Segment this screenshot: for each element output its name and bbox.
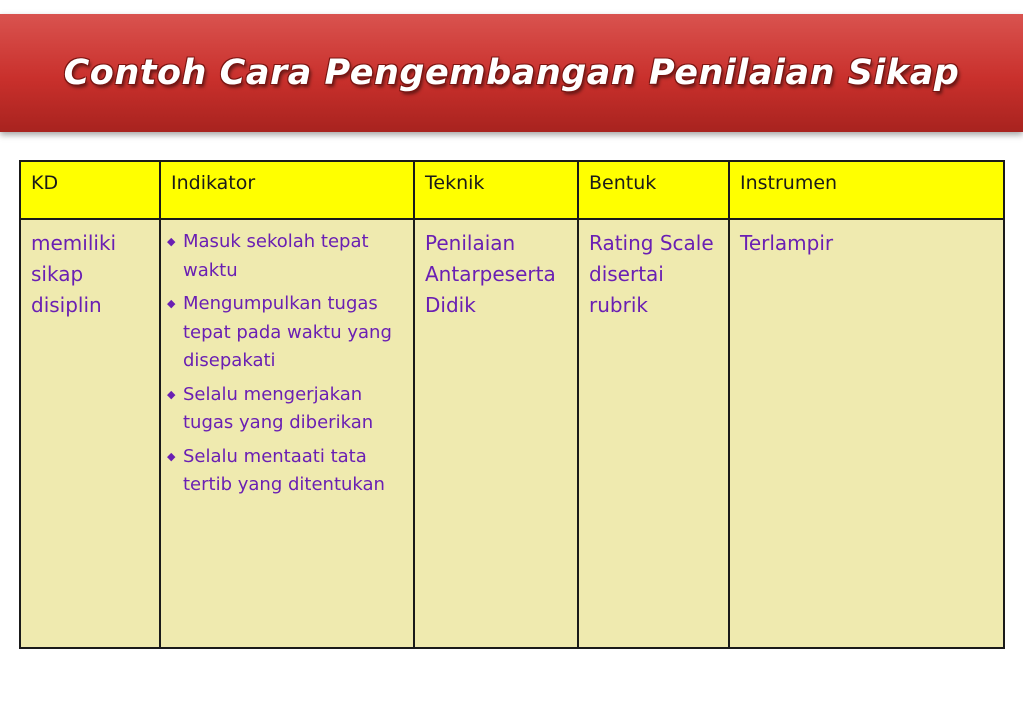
header-kd: KD — [20, 161, 160, 219]
header-indikator: Indikator — [160, 161, 414, 219]
header-teknik: Teknik — [414, 161, 578, 219]
diamond-bullet-icon: ◆ — [167, 235, 176, 248]
indicator-item — [167, 228, 403, 285]
indicator-text: Selalu mentaati tata tertib yang ditentukan — [183, 445, 385, 495]
indicator-text: Selalu mengerjakan tugas yang diberikan — [183, 383, 374, 433]
header-bentuk: Bentuk — [578, 161, 729, 219]
indicator-item — [167, 381, 403, 438]
indicator-text: Masuk sekolah tepat waktu — [183, 231, 369, 281]
page-title: Contoh Cara Pengembangan Penilaian Sikap — [63, 53, 960, 93]
indicator-item — [167, 290, 403, 376]
table-header-row — [20, 161, 1004, 219]
cell-indikator — [160, 219, 414, 648]
indicator-text: Mengumpulkan tugas tepat pada waktu yang disepakati — [183, 293, 392, 371]
indicator-item — [167, 443, 403, 500]
table-row — [20, 219, 1004, 648]
cell-bentuk: Rating Scale disertai rubrik — [578, 219, 729, 648]
assessment-table — [19, 160, 1005, 649]
cell-kd: memiliki sikap disiplin — [20, 219, 160, 648]
cell-instrumen: Terlampir — [729, 219, 1004, 648]
header-instrumen: Instrumen — [729, 161, 1004, 219]
indicator-list — [167, 228, 403, 500]
diamond-bullet-icon: ◆ — [167, 297, 176, 310]
title-bar — [0, 14, 1023, 132]
diamond-bullet-icon: ◆ — [167, 449, 176, 463]
diamond-bullet-icon: ◆ — [167, 387, 176, 401]
cell-teknik: Penilaian Antarpeserta Didik — [414, 219, 578, 648]
